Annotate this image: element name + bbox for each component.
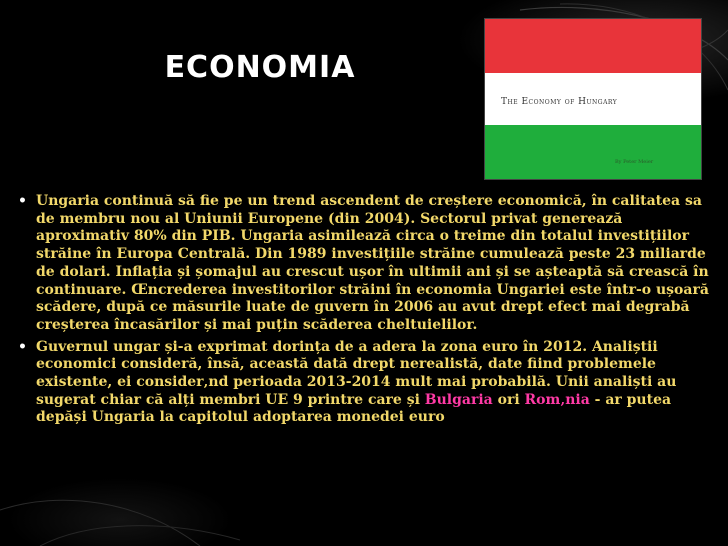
bullet-text: - ar putea depăși Ungaria la capitolul adoptarea monedei euro xyxy=(36,391,672,426)
flag-stripe-red xyxy=(485,19,701,73)
bullet-text: Ungaria continuă să fie pe un trend ascendent de creștere economică, în calitatea sa de membru nou al Uniunii Europene (din 2004). Sectorul privat generează aproximativ 80% din PIB. Ungaria asimilează circa o treime din totalul investițiilor străine în Europa Centrală. Din 1989 investițiile străine cumulează peste 23 miliarde de dolari. Inflația și șomajul au crescut ușor în ultimii ani și se așteaptă să crească în continuare. Œncrederea investitorilor străini în economia Ungariei este într-o ușoară scădere, după ce măsurile luate de guvern în 2006 au avut drept efect mai degrabă creșterea încasărilor și mai puțin scăderea cheltuielilor. xyxy=(36,193,709,333)
flag-stripe-green xyxy=(485,125,701,179)
bullet-marker: • xyxy=(18,338,27,355)
bullet-list xyxy=(12,193,718,431)
bullet-item xyxy=(12,339,718,428)
bullet-marker: • xyxy=(18,193,27,209)
bullet-text: Guvernul ungar și-a exprimat dorința de a adera la zona euro în 2012. Analiștii economici consideră, însă, această dată drept nerealistă, date fiind problemele existente, ei consider‚nd perioada 2013-2014 mult mai probabilă. Unii analiști au sugerat chiar că alți membri UE 9 printre care și xyxy=(36,338,677,408)
link-romania[interactable]: Rom‚nia xyxy=(524,391,590,408)
thumbnail-byline: By Peter Meier xyxy=(615,159,654,165)
hungary-flag-thumbnail xyxy=(484,18,702,180)
link-bulgaria[interactable]: Bulgaria xyxy=(424,391,493,408)
thumbnail-title: The Economy of Hungary xyxy=(501,97,618,107)
slide-title: ECONOMIA xyxy=(164,50,356,85)
bullet-text: ori xyxy=(492,391,525,408)
bullet-item xyxy=(12,193,718,335)
